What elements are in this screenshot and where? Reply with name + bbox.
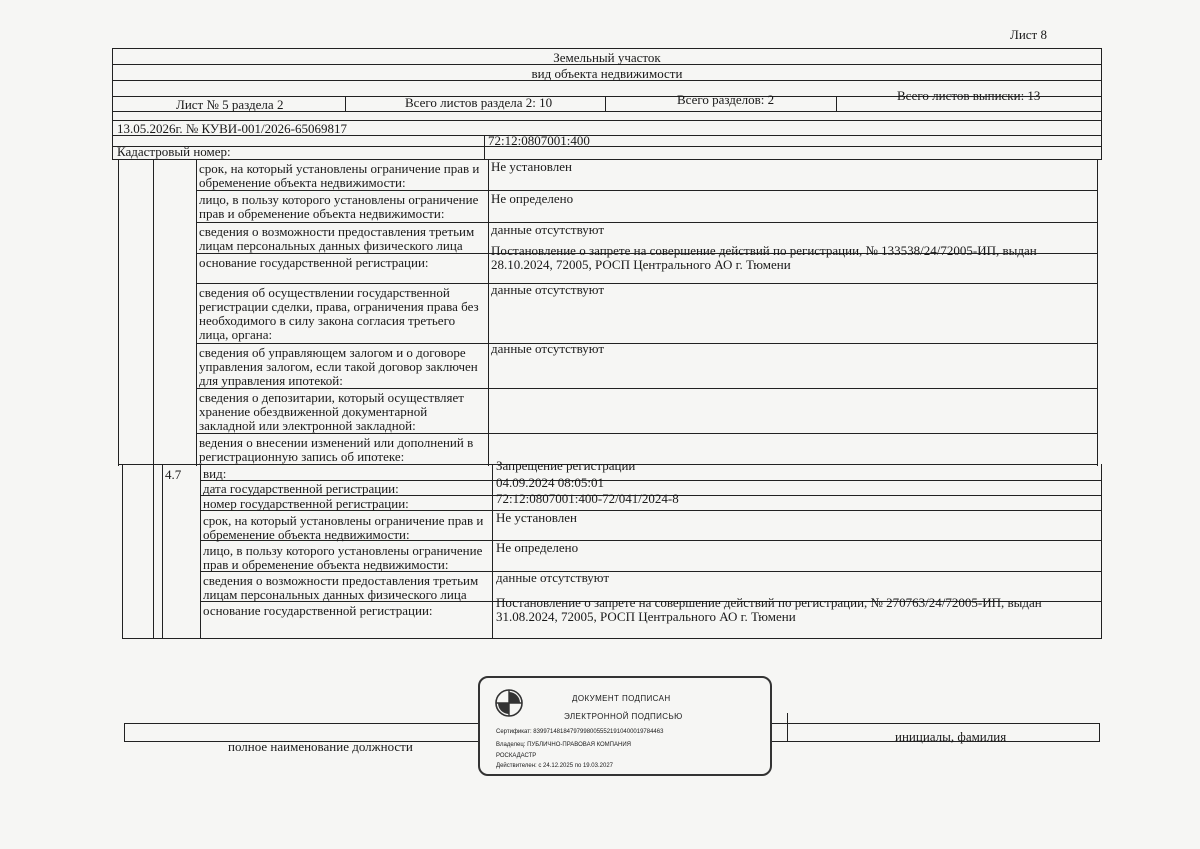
row-b4-label: срок, на который установлены ограничение прав и обременение объекта недвижимости: — [203, 513, 484, 542]
section-number: 4.7 — [165, 467, 182, 482]
row-b2-label: дата государственной регистрации: — [203, 481, 399, 496]
row-a2-value: Не определено — [491, 191, 574, 206]
row-b5-value: Не определено — [496, 540, 579, 555]
total-sheets-section: Всего листов раздела 2: 10 — [405, 95, 553, 110]
object-type: Земельный участок — [553, 50, 661, 65]
row-b6-label: сведения о возможности предоставления третьим лицам персональных данных физического лица — [203, 573, 479, 602]
registry-logo-icon — [494, 688, 524, 718]
e-signature-stamp — [478, 676, 772, 776]
sheet-label: Лист 8 — [1010, 27, 1047, 42]
name-caption: инициалы, фамилия — [895, 729, 1007, 744]
total-sheets-extract: Всего листов выписки: 13 — [897, 88, 1041, 103]
cadastral-label: Кадастровый номер: — [117, 144, 231, 159]
extract-date-number: 13.05.2026г. № КУВИ-001/2026-65069817 — [117, 121, 347, 136]
row-b3-value: 72:12:0807001:400-72/041/2024-8 — [496, 491, 679, 506]
row-a5-value: данные отсутствуют — [491, 282, 605, 297]
position-caption: полное наименование должности — [228, 739, 413, 754]
row-a4-value: Постановление о запрете на совершение действий по регистрации, № 133538/24/72005-ИП, выдан 28.10.2024, 72005, РОСП Центрального АО г. Тюмени — [491, 243, 1037, 272]
stamp-line2: ЭЛЕКТРОННОЙ ПОДПИСЬЮ — [564, 712, 683, 721]
row-a2-label: лицо, в пользу которого установлены ограничение прав и обременение объекта недвижимости: — [199, 192, 479, 221]
object-caption: вид объекта недвижимости — [531, 66, 683, 81]
row-a5-label: сведения об осуществлении государственной регистрации сделки, права, ограничения права без необходимого в силу закона согласия третьего лица, органа: — [199, 285, 479, 342]
row-b4-value: Не установлен — [496, 510, 577, 525]
row-b1-value: Запрещение регистрации — [496, 458, 636, 473]
row-b7-value: Постановление о запрете на совершение действий по регистрации, № 270763/24/72005-ИП, выдан 31.08.2024, 72005, РОСП Центрального АО г. Тюмени — [496, 595, 1042, 624]
total-sections: Всего разделов: 2 — [677, 92, 775, 107]
row-b2-value: 04.09.2024 08:05:01 — [496, 475, 604, 490]
row-a3-label: сведения о возможности предоставления третьим лицам персональных данных физического лица — [199, 224, 475, 253]
row-a4-label: основание государственной регистрации: — [199, 255, 429, 270]
row-b5-label: лицо, в пользу которого установлены ограничение прав и обременение объекта недвижимости: — [203, 543, 483, 572]
sheet-in-section: Лист № 5 раздела 2 — [176, 97, 284, 112]
cadastral-number: 72:12:0807001:400 — [488, 133, 590, 148]
row-b6-value: данные отсутствуют — [496, 570, 610, 585]
row-b1-label: вид: — [203, 466, 227, 481]
row-a1-label: срок, на который установлены ограничение прав и обременение объекта недвижимости: — [199, 161, 480, 190]
row-a6-label: сведения об управляющем залогом и о договоре управления залогом, если такой договор заключен для управления ипотекой: — [199, 345, 478, 388]
row-a1-value: Не установлен — [491, 159, 572, 174]
stamp-line1: ДОКУМЕНТ ПОДПИСАН — [572, 694, 671, 703]
row-a8-label: ведения о внесении изменений или дополнений в регистрационную запись об ипотеке: — [199, 435, 474, 464]
stamp-certificate: Сертификат: 839971481847979980055521910400019784463 — [496, 729, 664, 735]
row-a3-value: данные отсутствуют — [491, 222, 605, 237]
row-a6-value: данные отсутствуют — [491, 341, 605, 356]
row-a7-label: сведения о депозитарии, который осуществляет хранение обездвиженной документарной закладной или электронной закладной: — [199, 390, 464, 433]
stamp-validity: Действителен: с 24.12.2025 по 19.03.2027 — [496, 763, 613, 769]
stamp-owner-org: РОСКАДАСТР — [496, 753, 537, 759]
stamp-owner: Владелец: ПУБЛИЧНО-ПРАВОВАЯ КОМПАНИЯ — [496, 742, 631, 748]
row-b7-label: основание государственной регистрации: — [203, 603, 433, 618]
row-b3-label: номер государственной регистрации: — [203, 496, 409, 511]
